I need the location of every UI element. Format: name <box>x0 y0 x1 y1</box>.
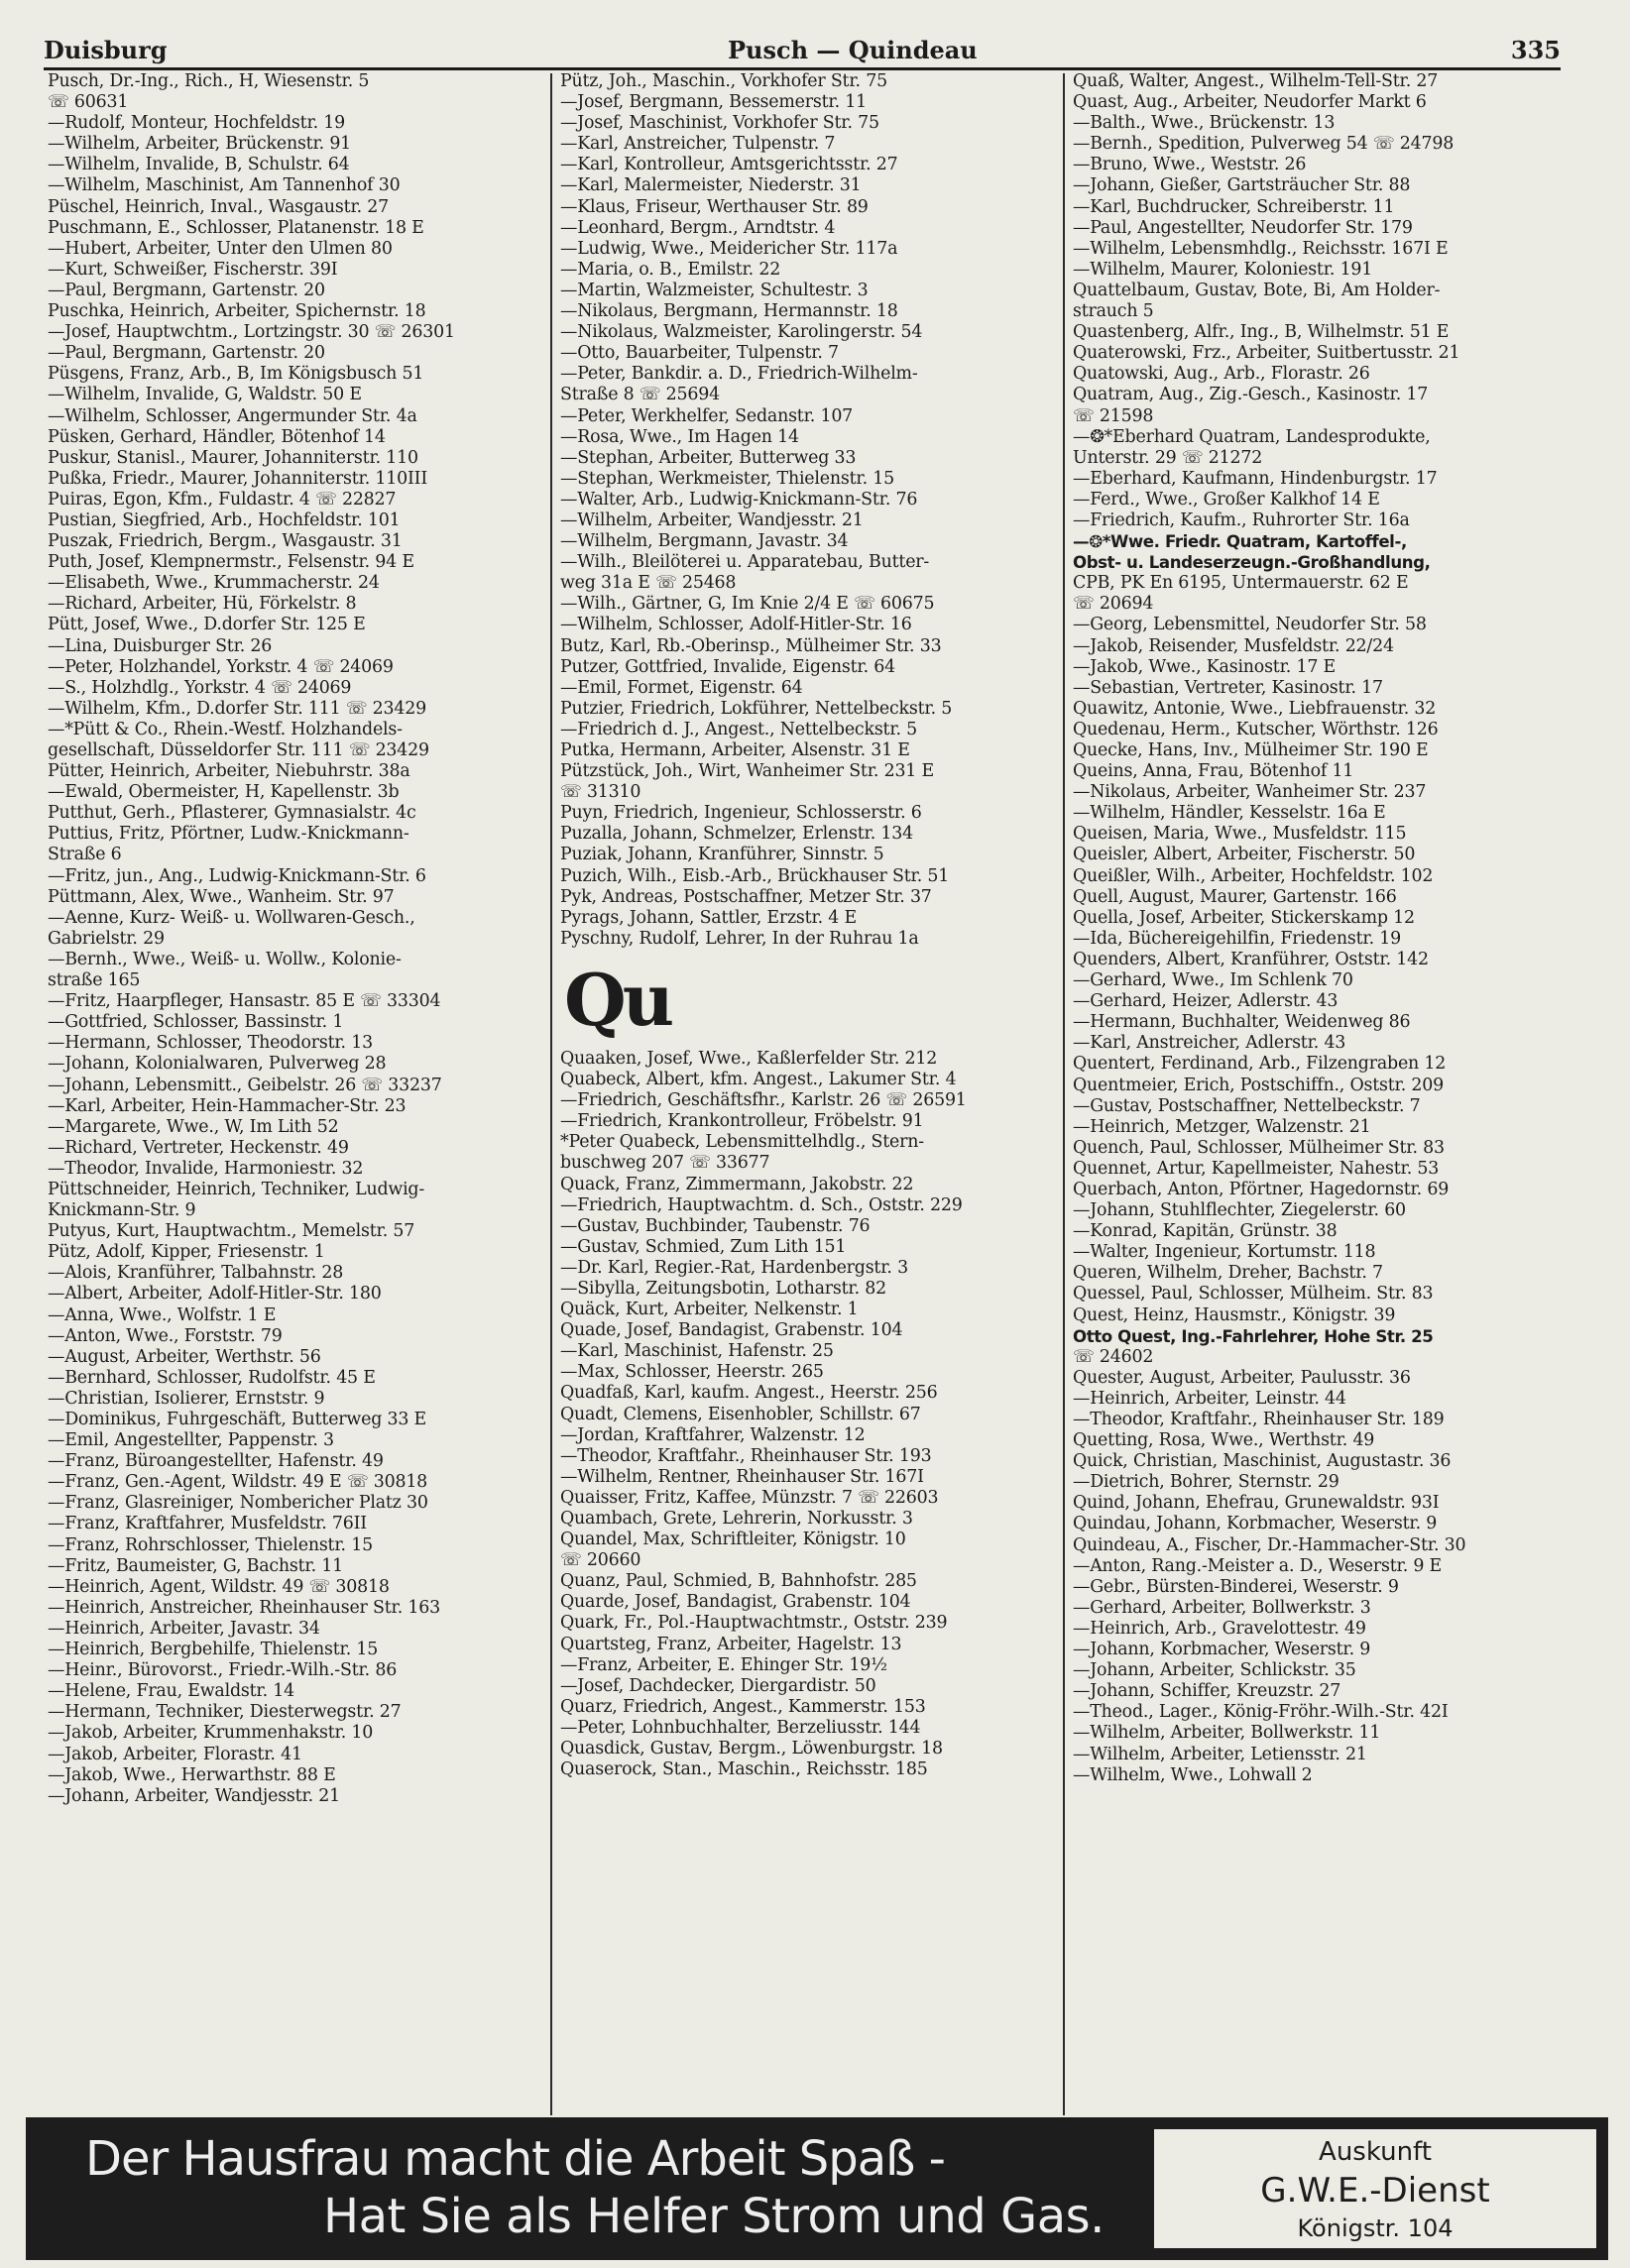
directory-entry: *Peter Quabeck, Lebensmittelhdlg., Stern- <box>560 1132 924 1153</box>
directory-entry: Quattelbaum, Gustav, Bote, Bi, Am Holder- <box>1073 280 1441 300</box>
directory-entry: —Gustav, Postschaffner, Nettelbeckstr. 7 <box>1073 1095 1421 1116</box>
directory-entry: —Lina, Duisburger Str. 26 <box>48 635 273 656</box>
directory-entry: —Jakob, Wwe., Kasinostr. 17 E <box>1073 656 1337 677</box>
directory-entry: —Theodor, Invalide, Harmoniestr. 32 <box>48 1158 364 1179</box>
directory-entry: —Franz, Gen.-Agent, Wildstr. 49 E ☏ 30818 <box>48 1472 428 1493</box>
directory-entry: Quarz, Friedrich, Angest., Kammerstr. 153 <box>560 1696 926 1717</box>
directory-entry: —Gustav, Buchbinder, Taubenstr. 76 <box>560 1215 871 1236</box>
directory-entry: —Heinrich, Arb., Gravelottestr. 49 <box>1073 1618 1366 1639</box>
directory-entry: Quambach, Grete, Lehrerin, Norkusstr. 3 <box>560 1509 913 1529</box>
directory-entry: —Klaus, Friseur, Werthauser Str. 89 <box>560 196 869 217</box>
advert-slogan-line-2: Hat Sie als Helfer Strom und Gas. <box>323 2189 1105 2244</box>
directory-entry: —Johann, Arbeiter, Schlickstr. 35 <box>1073 1660 1356 1681</box>
directory-entry: Quench, Paul, Schlosser, Mülheimer Str. 83 <box>1073 1137 1445 1158</box>
directory-entry: —Wilhelm, Lebensmhdlg., Reichsstr. 167I E <box>1073 238 1449 259</box>
directory-entry: —Fritz, Baumeister, G, Bachstr. 11 <box>48 1555 344 1576</box>
directory-entry: ☏ 21598 <box>1073 405 1154 426</box>
directory-entry: Quindau, Johann, Korbmacher, Weserstr. 9 <box>1073 1514 1438 1534</box>
directory-entry: —Rudolf, Monteur, Hochfeldstr. 19 <box>48 113 346 134</box>
directory-entry: —Franz, Arbeiter, E. Ehinger Str. 19½ <box>560 1654 887 1675</box>
directory-entry: —Anton, Wwe., Forststr. 79 <box>48 1325 283 1346</box>
directory-entry: Püttmann, Alex, Wwe., Wanheim. Str. 97 <box>48 886 395 907</box>
directory-entry: —Ewald, Obermeister, H, Kapellenstr. 3b <box>48 782 400 803</box>
directory-entry: Pußka, Friedr., Maurer, Johanniterstr. 110III <box>48 468 428 489</box>
directory-entry: —Johann, Gießer, Gartsträucher Str. 88 <box>1073 175 1411 196</box>
section-heading: Qu <box>564 957 671 1042</box>
directory-entry: Quadt, Clemens, Eisenhobler, Schillstr. 67 <box>560 1404 921 1424</box>
directory-entry: —Theodor, Kraftfahr., Rheinhauser Str. 189 <box>1073 1410 1445 1429</box>
directory-entry: Queißler, Wilh., Arbeiter, Hochfeldstr. 102 <box>1073 865 1434 886</box>
directory-entry: Knickmann-Str. 9 <box>48 1200 196 1221</box>
directory-entry: Quarde, Josef, Bandagist, Grabenstr. 104 <box>560 1592 911 1613</box>
directory-entry: Queisler, Albert, Arbeiter, Fischerstr. 50 <box>1073 845 1416 865</box>
directory-entry: —Josef, Dachdecker, Diergardistr. 50 <box>560 1675 876 1696</box>
directory-entry: —Wilhelm, Arbeiter, Brückenstr. 91 <box>48 134 352 155</box>
directory-entry: —Emil, Angestellter, Pappenstr. 3 <box>48 1430 334 1451</box>
directory-entry: —Margarete, Wwe., W, Im Lith 52 <box>48 1116 339 1137</box>
directory-entry: —Fritz, Haarpfleger, Hansastr. 85 E ☏ 33304 <box>48 991 441 1012</box>
directory-entry: —Sibylla, Zeitungsbotin, Lotharstr. 82 <box>560 1278 886 1299</box>
directory-entry: Queren, Wilhelm, Dreher, Bachstr. 7 <box>1073 1263 1383 1284</box>
directory-entry: —Heinrich, Anstreicher, Rheinhauser Str. 163 <box>48 1597 440 1618</box>
directory-entry: —Anna, Wwe., Wolfstr. 1 E <box>48 1304 277 1325</box>
directory-entry-highlighted: Obst- u. Landeserzeugn.-Großhandlung, <box>1073 553 1431 573</box>
directory-entry: —Johann, Lebensmitt., Geibelstr. 26 ☏ 33237 <box>48 1075 442 1095</box>
directory-entry: —Bernhard, Schlosser, Rudolfstr. 45 E <box>48 1367 376 1388</box>
column-middle <box>560 71 1056 1780</box>
directory-entry: Quentmeier, Erich, Postschiffn., Oststr. 209 <box>1073 1075 1444 1095</box>
directory-entry: —S., Holzhdlg., Yorkstr. 4 ☏ 24069 <box>48 677 352 698</box>
directory-entry: Quasdick, Gustav, Bergm., Löwenburgstr. 18 <box>560 1739 943 1759</box>
directory-entry: —Leonhard, Bergm., Arndtstr. 4 <box>560 217 836 238</box>
directory-entry: Puszak, Friedrich, Bergm., Wasgaustr. 31 <box>48 531 403 552</box>
directory-entry: —Josef, Maschinist, Vorkhofer Str. 75 <box>560 113 879 134</box>
directory-entry: Püsken, Gerhard, Händler, Bötenhof 14 <box>48 426 386 447</box>
advert-slogan <box>26 2117 1148 2260</box>
directory-entry: Quabeck, Albert, kfm. Angest., Lakumer Str. 4 <box>560 1070 957 1090</box>
directory-entry: —Richard, Arbeiter, Hü, Förkelstr. 8 <box>48 594 357 615</box>
directory-entry: —Johann, Korbmacher, Weserstr. 9 <box>1073 1640 1371 1660</box>
directory-entry: Pützstück, Joh., Wirt, Wanheimer Str. 231 E <box>560 761 934 782</box>
directory-entry: —Bernh., Wwe., Weiß- u. Wollw., Kolonie- <box>48 949 402 969</box>
directory-entry: —Wilhelm, Kfm., D.dorfer Str. 111 ☏ 23429 <box>48 698 427 719</box>
directory-entry: —Karl, Anstreicher, Adlerstr. 43 <box>1073 1033 1346 1054</box>
directory-entry: Puttius, Fritz, Pförtner, Ludw.-Knickmann- <box>48 824 409 845</box>
directory-entry: strauch 5 <box>1073 301 1154 322</box>
directory-entry: —Franz, Glasreiniger, Nombericher Platz 30 <box>48 1493 428 1514</box>
directory-entry: ☏ 20694 <box>1073 594 1154 615</box>
directory-entry: Puskur, Stanisl., Maurer, Johanniterstr. 110 <box>48 447 418 468</box>
directory-entry: —Theod., Lager., König-Fröhr.-Wilh.-Str. 42I <box>1073 1702 1449 1723</box>
directory-entry: Quedenau, Herm., Kutscher, Wörthstr. 126 <box>1073 719 1439 739</box>
advert-info-address: Königstr. 104 <box>1297 2214 1454 2242</box>
directory-entry: —Balth., Wwe., Brückenstr. 13 <box>1073 113 1336 134</box>
directory-entry: Puschmann, E., Schlosser, Platanenstr. 18 E <box>48 217 424 238</box>
directory-entry: —Gottfried, Schlosser, Bassinstr. 1 <box>48 1012 344 1033</box>
directory-entry: —Gerhard, Arbeiter, Bollwerkstr. 3 <box>1073 1597 1371 1618</box>
directory-entry: Quaisser, Fritz, Kaffee, Münzstr. 7 ☏ 22603 <box>560 1487 939 1508</box>
directory-entry: —Jakob, Reisender, Musfeldstr. 22/24 <box>1073 635 1394 656</box>
directory-entry: —Theodor, Kraftfahr., Rheinhauser Str. 193 <box>560 1445 932 1466</box>
directory-entry: —Peter, Holzhandel, Yorkstr. 4 ☏ 24069 <box>48 656 394 677</box>
directory-entry: ☏ 60631 <box>48 92 129 113</box>
directory-entry: Quest, Heinz, Hausmstr., Königstr. 39 <box>1073 1304 1396 1325</box>
directory-entry: Quetting, Rosa, Wwe., Werthstr. 49 <box>1073 1430 1375 1451</box>
directory-entry: —Nikolaus, Walzmeister, Karolingerstr. 54 <box>560 322 923 343</box>
directory-entry: —Wilhelm, Invalide, B, Schulstr. 64 <box>48 155 350 175</box>
directory-entry: —Fritz, jun., Ang., Ludwig-Knickmann-Str. 6 <box>48 865 426 886</box>
directory-entry: —Kurt, Schweißer, Fischerstr. 39I <box>48 259 338 280</box>
directory-entry: —Johann, Stuhlflechter, Ziegelerstr. 60 <box>1073 1200 1406 1221</box>
directory-entry: —Wilhelm, Invalide, G, Waldstr. 50 E <box>48 385 362 405</box>
directory-entry: —Karl, Maschinist, Hafenstr. 25 <box>560 1341 834 1362</box>
directory-entry: Queins, Anna, Frau, Bötenhof 11 <box>1073 761 1354 782</box>
directory-entry: —Wilhelm, Bergmann, Javastr. 34 <box>560 531 849 552</box>
directory-entry: Quäck, Kurt, Arbeiter, Nelkenstr. 1 <box>560 1300 859 1320</box>
directory-entry: —Karl, Anstreicher, Tulpenstr. 7 <box>560 134 836 155</box>
directory-entry-highlighted: —❂*Wwe. Friedr. Quatram, Kartoffel-, <box>1073 532 1407 552</box>
directory-entry: —Karl, Kontrolleur, Amtsgerichtsstr. 27 <box>560 155 898 175</box>
directory-entry: —Jakob, Wwe., Herwarthstr. 88 E <box>48 1764 336 1785</box>
directory-entry: —Heinrich, Bergbehilfe, Thielenstr. 15 <box>48 1640 379 1660</box>
directory-entry: —Wilhelm, Rentner, Rheinhauser Str. 167I <box>560 1466 924 1487</box>
directory-entry: —Aenne, Kurz- Weiß- u. Wollwaren-Gesch., <box>48 907 415 928</box>
directory-entry: —Sebastian, Vertreter, Kasinostr. 17 <box>1073 677 1383 698</box>
directory-entry: —Konrad, Kapitän, Grünstr. 38 <box>1073 1221 1338 1242</box>
directory-entry: Quaß, Walter, Angest., Wilhelm-Tell-Str. 27 <box>1073 71 1439 91</box>
directory-entry: Quark, Fr., Pol.-Hauptwachtmstr., Oststr. 239 <box>560 1613 948 1634</box>
directory-entry: —Josef, Bergmann, Bessemerstr. 11 <box>560 92 867 113</box>
directory-entry: —Jakob, Arbeiter, Krummenhakstr. 10 <box>48 1723 374 1744</box>
directory-entry: —Johann, Kolonialwaren, Pulverweg 28 <box>48 1054 387 1075</box>
directory-entry: Puziak, Johann, Kranführer, Sinnstr. 5 <box>560 845 884 865</box>
directory-entry: —Karl, Buchdrucker, Schreiberstr. 11 <box>1073 196 1395 217</box>
directory-entry: —Stephan, Werkmeister, Thielenstr. 15 <box>560 468 894 489</box>
column-left <box>48 71 543 1807</box>
directory-entry: —Wilhelm, Arbeiter, Wandjesstr. 21 <box>560 510 864 530</box>
directory-entry: —Richard, Vertreter, Heckenstr. 49 <box>48 1137 349 1158</box>
directory-entry: Pütter, Heinrich, Arbeiter, Niebuhrstr. 38a <box>48 761 410 782</box>
directory-entry: Puzich, Wilh., Eisb.-Arb., Brückhauser Str. 51 <box>560 865 950 886</box>
directory-entry: Quennet, Artur, Kapellmeister, Nahestr. 53 <box>1073 1158 1440 1179</box>
directory-entry: Quick, Christian, Maschinist, Augustastr. 36 <box>1073 1451 1452 1472</box>
directory-entry: —❂*Eberhard Quatram, Landesprodukte, <box>1073 426 1431 447</box>
directory-entry: —Eberhard, Kaufmann, Hindenburgstr. 17 <box>1073 468 1438 489</box>
directory-entry: Quentert, Ferdinand, Arb., Filzengraben 12 <box>1073 1054 1447 1075</box>
directory-entry: Pütz, Joh., Maschin., Vorkhofer Str. 75 <box>560 71 887 91</box>
directory-entry: —Georg, Lebensmittel, Neudorfer Str. 58 <box>1073 615 1427 635</box>
directory-entry: —Peter, Lohnbuchhalter, Berzeliusstr. 144 <box>560 1717 921 1738</box>
directory-entry: —Elisabeth, Wwe., Krummacherstr. 24 <box>48 573 380 594</box>
directory-entry: —Josef, Hauptwchtm., Lortzingstr. 30 ☏ 26301 <box>48 322 455 343</box>
directory-entry: Puth, Josef, Klempnermstr., Felsenstr. 94 E <box>48 552 414 573</box>
directory-entry: —Karl, Arbeiter, Hein-Hammacher-Str. 23 <box>48 1095 407 1116</box>
directory-entry: Pustian, Siegfried, Arb., Hochfeldstr. 101 <box>48 510 401 530</box>
directory-entry: —Walter, Arb., Ludwig-Knickmann-Str. 76 <box>560 489 918 510</box>
directory-entry: —Ferd., Wwe., Großer Kalkhof 14 E <box>1073 489 1380 510</box>
directory-entry: —Friedrich d. J., Angest., Nettelbeckstr. 5 <box>560 719 918 739</box>
directory-entry: —Franz, Büroangestellter, Hafenstr. 49 <box>48 1451 384 1472</box>
directory-entry: —Johann, Schiffer, Kreuzstr. 27 <box>1073 1681 1341 1702</box>
directory-entry: Pyrags, Johann, Sattler, Erzstr. 4 E <box>560 907 857 928</box>
page-number: 335 <box>1510 36 1561 64</box>
directory-entry: —Wilhelm, Maschinist, Am Tannenhof 30 <box>48 175 401 196</box>
directory-entry: Quack, Franz, Zimmermann, Jakobstr. 22 <box>560 1174 914 1194</box>
directory-entry: Quecke, Hans, Inv., Mülheimer Str. 190 E <box>1073 740 1429 760</box>
directory-entry: Putka, Hermann, Arbeiter, Alsenstr. 31 E <box>560 740 910 760</box>
directory-entry: Quandel, Max, Schriftleiter, Königstr. 10 <box>560 1530 906 1550</box>
directory-entry: Quade, Josef, Bandagist, Grabenstr. 104 <box>560 1320 903 1341</box>
directory-entry: —Dr. Karl, Regier.-Rat, Hardenbergstr. 3 <box>560 1257 908 1278</box>
directory-entry: —Wilhelm, Schlosser, Adolf-Hitler-Str. 16 <box>560 615 912 635</box>
directory-entry: Quawitz, Antonie, Wwe., Liebfrauenstr. 32 <box>1073 698 1437 719</box>
directory-entry: —Helene, Frau, Ewaldstr. 14 <box>48 1681 294 1702</box>
directory-entry: —Ludwig, Wwe., Meidericher Str. 117a <box>560 238 898 259</box>
column-divider <box>1063 73 1065 2115</box>
directory-entry: Putzier, Friedrich, Lokführer, Nettelbeckstr. 5 <box>560 698 953 719</box>
directory-entry: Quatowski, Aug., Arb., Florastr. 26 <box>1073 364 1370 385</box>
directory-entry: Quastenberg, Alfr., Ing., B, Wilhelmstr. 51 E <box>1073 322 1450 343</box>
directory-entry: Straße 6 <box>48 845 122 865</box>
directory-entry: —Peter, Bankdir. a. D., Friedrich-Wilhelm- <box>560 364 918 385</box>
directory-entry: —Wilhelm, Schlosser, Angermunder Str. 4a <box>48 405 417 426</box>
directory-entry: ☏ 20660 <box>560 1550 641 1571</box>
directory-entry: Pyk, Andreas, Postschaffner, Metzer Str. 37 <box>560 886 932 907</box>
directory-entry: Putthut, Gerh., Pflasterer, Gymnasialstr. 4c <box>48 803 416 824</box>
directory-entry: —Heinrich, Metzger, Walzenstr. 21 <box>1073 1116 1371 1137</box>
directory-entry: Quaserock, Stan., Maschin., Reichsstr. 185 <box>560 1759 928 1780</box>
directory-entry: —Max, Schlosser, Heerstr. 265 <box>560 1362 824 1383</box>
directory-entry: —Peter, Werkhelfer, Sedanstr. 107 <box>560 405 854 426</box>
directory-entry-highlighted: Otto Quest, Ing.-Fahrlehrer, Hohe Str. 25 <box>1073 1326 1434 1346</box>
directory-entry: Putyus, Kurt, Hauptwachtm., Memelstr. 57 <box>48 1221 415 1242</box>
directory-entry: Puiras, Egon, Kfm., Fuldastr. 4 ☏ 22827 <box>48 489 397 510</box>
directory-entry: —Walter, Ingenieur, Kortumstr. 118 <box>1073 1242 1376 1263</box>
directory-entry: —Gebr., Bürsten-Binderei, Weserstr. 9 <box>1073 1576 1399 1597</box>
directory-entry: Quenders, Albert, Kranführer, Oststr. 142 <box>1073 949 1429 969</box>
directory-entry: Quanz, Paul, Schmied, B, Bahnhofstr. 285 <box>560 1571 917 1592</box>
directory-entry: —Rosa, Wwe., Im Hagen 14 <box>560 426 799 447</box>
directory-entry: Quartsteg, Franz, Arbeiter, Hagelstr. 13 <box>560 1634 902 1654</box>
directory-entry: Unterstr. 29 ☏ 21272 <box>1073 447 1263 468</box>
running-header <box>44 36 1561 69</box>
directory-entry: —Dietrich, Bohrer, Sternstr. 29 <box>1073 1472 1339 1493</box>
directory-entry: Püttschneider, Heinrich, Techniker, Ludwig- <box>48 1179 425 1199</box>
directory-entry: Püsgens, Franz, Arb., B, Im Königsbusch 51 <box>48 364 424 385</box>
directory-entry: —Paul, Angestellter, Neudorfer Str. 179 <box>1073 217 1413 238</box>
directory-entry: Pusch, Dr.-Ing., Rich., H, Wiesenstr. 5 <box>48 71 370 91</box>
directory-entry: —Hubert, Arbeiter, Unter den Ulmen 80 <box>48 238 393 259</box>
directory-entry: —Stephan, Arbeiter, Butterweg 33 <box>560 447 857 468</box>
directory-entry: —Nikolaus, Bergmann, Hermannstr. 18 <box>560 301 898 322</box>
directory-entry: Querbach, Anton, Pförtner, Hagedornstr. 69 <box>1073 1179 1450 1199</box>
advert-slogan-line-1: Der Hausfrau macht die Arbeit Spaß - <box>85 2131 945 2187</box>
directory-entry: —Dominikus, Fuhrgeschäft, Butterweg 33 E <box>48 1410 427 1429</box>
directory-entry: Queisen, Maria, Wwe., Musfeldstr. 115 <box>1073 824 1407 845</box>
directory-entry: Quaterowski, Frz., Arbeiter, Suitbertusstr. 21 <box>1073 343 1460 364</box>
directory-entry: Gabrielstr. 29 <box>48 928 165 949</box>
directory-entry: —Alois, Kranführer, Talbahnstr. 28 <box>48 1263 344 1284</box>
directory-entry: Quatram, Aug., Zig.-Gesch., Kasinostr. 17 <box>1073 385 1429 405</box>
directory-entry: —Gustav, Schmied, Zum Lith 151 <box>560 1236 847 1257</box>
directory-entry: —Jordan, Kraftfahrer, Walzenstr. 12 <box>560 1424 866 1445</box>
directory-entry: —Hermann, Techniker, Diesterwegstr. 27 <box>48 1702 402 1723</box>
directory-entry: Quella, Josef, Arbeiter, Stickerskamp 12 <box>1073 907 1415 928</box>
directory-entry: —Bruno, Wwe., Weststr. 26 <box>1073 155 1307 175</box>
directory-entry: —Maria, o. B., Emilstr. 22 <box>560 259 781 280</box>
directory-entry: —Friedrich, Geschäftsfhr., Karlstr. 26 ☏ 26591 <box>560 1090 967 1111</box>
directory-entry: Quell, August, Maurer, Gartenstr. 166 <box>1073 886 1397 907</box>
advert-info-service: G.W.E.-Dienst <box>1260 2171 1490 2211</box>
directory-entry: —Otto, Bauarbeiter, Tulpenstr. 7 <box>560 343 839 364</box>
advertisement-banner <box>26 2117 1608 2260</box>
directory-entry: —Franz, Rohrschlosser, Thielenstr. 15 <box>48 1534 373 1555</box>
directory-entry: ☏ 24602 <box>1073 1346 1154 1367</box>
directory-entry: Quester, August, Arbeiter, Paulusstr. 36 <box>1073 1367 1411 1388</box>
directory-entry: buschweg 207 ☏ 33677 <box>560 1153 770 1174</box>
directory-entry: CPB, PK En 6195, Untermauerstr. 62 E <box>1073 573 1409 594</box>
directory-entry: ☏ 31310 <box>560 782 641 803</box>
directory-entry: —Gerhard, Heizer, Adlerstr. 43 <box>1073 991 1339 1012</box>
directory-entry: gesellschaft, Düsseldorfer Str. 111 ☏ 23429 <box>48 740 429 760</box>
directory-entry: —Heinrich, Agent, Wildstr. 49 ☏ 30818 <box>48 1576 390 1597</box>
directory-entry: —Anton, Rang.-Meister a. D., Weserstr. 9 E <box>1073 1555 1443 1576</box>
directory-entry: —Wilhelm, Arbeiter, Letiensstr. 21 <box>1073 1744 1367 1764</box>
directory-entry: Quessel, Paul, Schlosser, Mülheim. Str. 83 <box>1073 1284 1434 1304</box>
directory-entry: —Wilhelm, Maurer, Koloniestr. 191 <box>1073 259 1373 280</box>
directory-entry: Puyn, Friedrich, Ingenieur, Schlosserstr. 6 <box>560 803 922 824</box>
directory-entry: —Friedrich, Krankontrolleur, Fröbelstr. 91 <box>560 1111 924 1132</box>
directory-entry: —Christian, Isolierer, Ernststr. 9 <box>48 1388 325 1409</box>
directory-entry: —Ida, Büchereigehilfin, Friedenstr. 19 <box>1073 928 1401 949</box>
directory-entry: Puschka, Heinrich, Arbeiter, Spichernstr. 18 <box>48 301 426 322</box>
directory-entry: Pyschny, Rudolf, Lehrer, In der Ruhrau 1a <box>560 928 919 949</box>
directory-entry: Quindeau, A., Fischer, Dr.-Hammacher-Str. 30 <box>1073 1534 1466 1555</box>
directory-entry: Püschel, Heinrich, Inval., Wasgaustr. 27 <box>48 196 390 217</box>
directory-entry: —Wilhelm, Arbeiter, Bollwerkstr. 11 <box>1073 1723 1381 1744</box>
directory-entry: —Friedrich, Hauptwachtm. d. Sch., Oststr. 229 <box>560 1194 963 1215</box>
directory-entry: —Wilh., Bleilöterei u. Apparatebau, Butter- <box>560 552 930 573</box>
header-city: Duisburg <box>44 36 168 64</box>
directory-entry: —Nikolaus, Arbeiter, Wanheimer Str. 237 <box>1073 782 1427 803</box>
directory-entry: —Bernh., Spedition, Pulverweg 54 ☏ 24798 <box>1073 134 1455 155</box>
directory-entry: —*Pütt & Co., Rhein.-Westf. Holzhandels- <box>48 719 403 739</box>
directory-entry: —Friedrich, Kaufm., Ruhrorter Str. 16a <box>1073 510 1410 530</box>
directory-entry: Quadfaß, Karl, kaufm. Angest., Heerstr. 256 <box>560 1383 938 1404</box>
directory-entry: Straße 8 ☏ 25694 <box>560 385 721 405</box>
directory-entry: —Paul, Bergmann, Gartenstr. 20 <box>48 280 325 300</box>
directory-entry: —Emil, Formet, Eigenstr. 64 <box>560 677 803 698</box>
directory-entry: Pütz, Adolf, Kipper, Friesenstr. 1 <box>48 1242 325 1263</box>
directory-entry: Quind, Johann, Ehefrau, Grunewaldstr. 93I <box>1073 1493 1440 1514</box>
header-rule <box>44 67 1561 70</box>
directory-entry: —Heinr., Bürovorst., Friedr.-Wilh.-Str. 86 <box>48 1660 398 1681</box>
directory-entry: —Albert, Arbeiter, Adolf-Hitler-Str. 180 <box>48 1284 382 1304</box>
advert-info-box <box>1154 2129 1596 2248</box>
directory-entry: —Wilh., Gärtner, G, Im Knie 2/4 E ☏ 60675 <box>560 594 935 615</box>
directory-entry: Putzer, Gottfried, Invalide, Eigenstr. 64 <box>560 656 895 677</box>
directory-entry: —Hermann, Buchhalter, Weidenweg 86 <box>1073 1012 1411 1033</box>
directory-entry: Pütt, Josef, Wwe., D.dorfer Str. 125 E <box>48 615 366 635</box>
column-right <box>1073 71 1569 1786</box>
directory-entry: straße 165 <box>48 970 141 991</box>
directory-entry: —Paul, Bergmann, Gartenstr. 20 <box>48 343 325 364</box>
directory-entry: —August, Arbeiter, Werthstr. 56 <box>48 1346 321 1367</box>
directory-entry: —Heinrich, Arbeiter, Javastr. 34 <box>48 1618 320 1639</box>
directory-entry: —Johann, Arbeiter, Wandjesstr. 21 <box>48 1785 341 1806</box>
directory-entry: —Wilhelm, Wwe., Lohwall 2 <box>1073 1764 1313 1785</box>
directory-entry: —Martin, Walzmeister, Schultestr. 3 <box>560 280 869 300</box>
advert-info-label: Auskunft <box>1319 2137 1432 2167</box>
directory-entry: —Franz, Kraftfahrer, Musfeldstr. 76II <box>48 1514 367 1534</box>
directory-entry: weg 31a E ☏ 25468 <box>560 573 737 594</box>
column-divider <box>550 73 552 2115</box>
directory-entry: —Wilhelm, Händler, Kesselstr. 16a E <box>1073 803 1386 824</box>
directory-entry: Quaaken, Josef, Wwe., Kaßlerfelder Str. 212 <box>560 1048 938 1069</box>
header-name-range: Pusch — Quindeau <box>728 36 978 64</box>
directory-entry: Quast, Aug., Arbeiter, Neudorfer Markt 6 <box>1073 92 1427 113</box>
directory-entry: Butz, Karl, Rb.-Oberinsp., Mülheimer Str. 33 <box>560 635 942 656</box>
directory-entry: —Hermann, Schlosser, Theodorstr. 13 <box>48 1033 373 1054</box>
directory-entry: —Heinrich, Arbeiter, Leinstr. 44 <box>1073 1388 1346 1409</box>
directory-entry: —Gerhard, Wwe., Im Schlenk 70 <box>1073 970 1353 991</box>
directory-entry: —Karl, Malermeister, Niederstr. 31 <box>560 175 862 196</box>
directory-entry: Puzalla, Johann, Schmelzer, Erlenstr. 134 <box>560 824 913 845</box>
directory-entry: —Jakob, Arbeiter, Florastr. 41 <box>48 1744 302 1764</box>
